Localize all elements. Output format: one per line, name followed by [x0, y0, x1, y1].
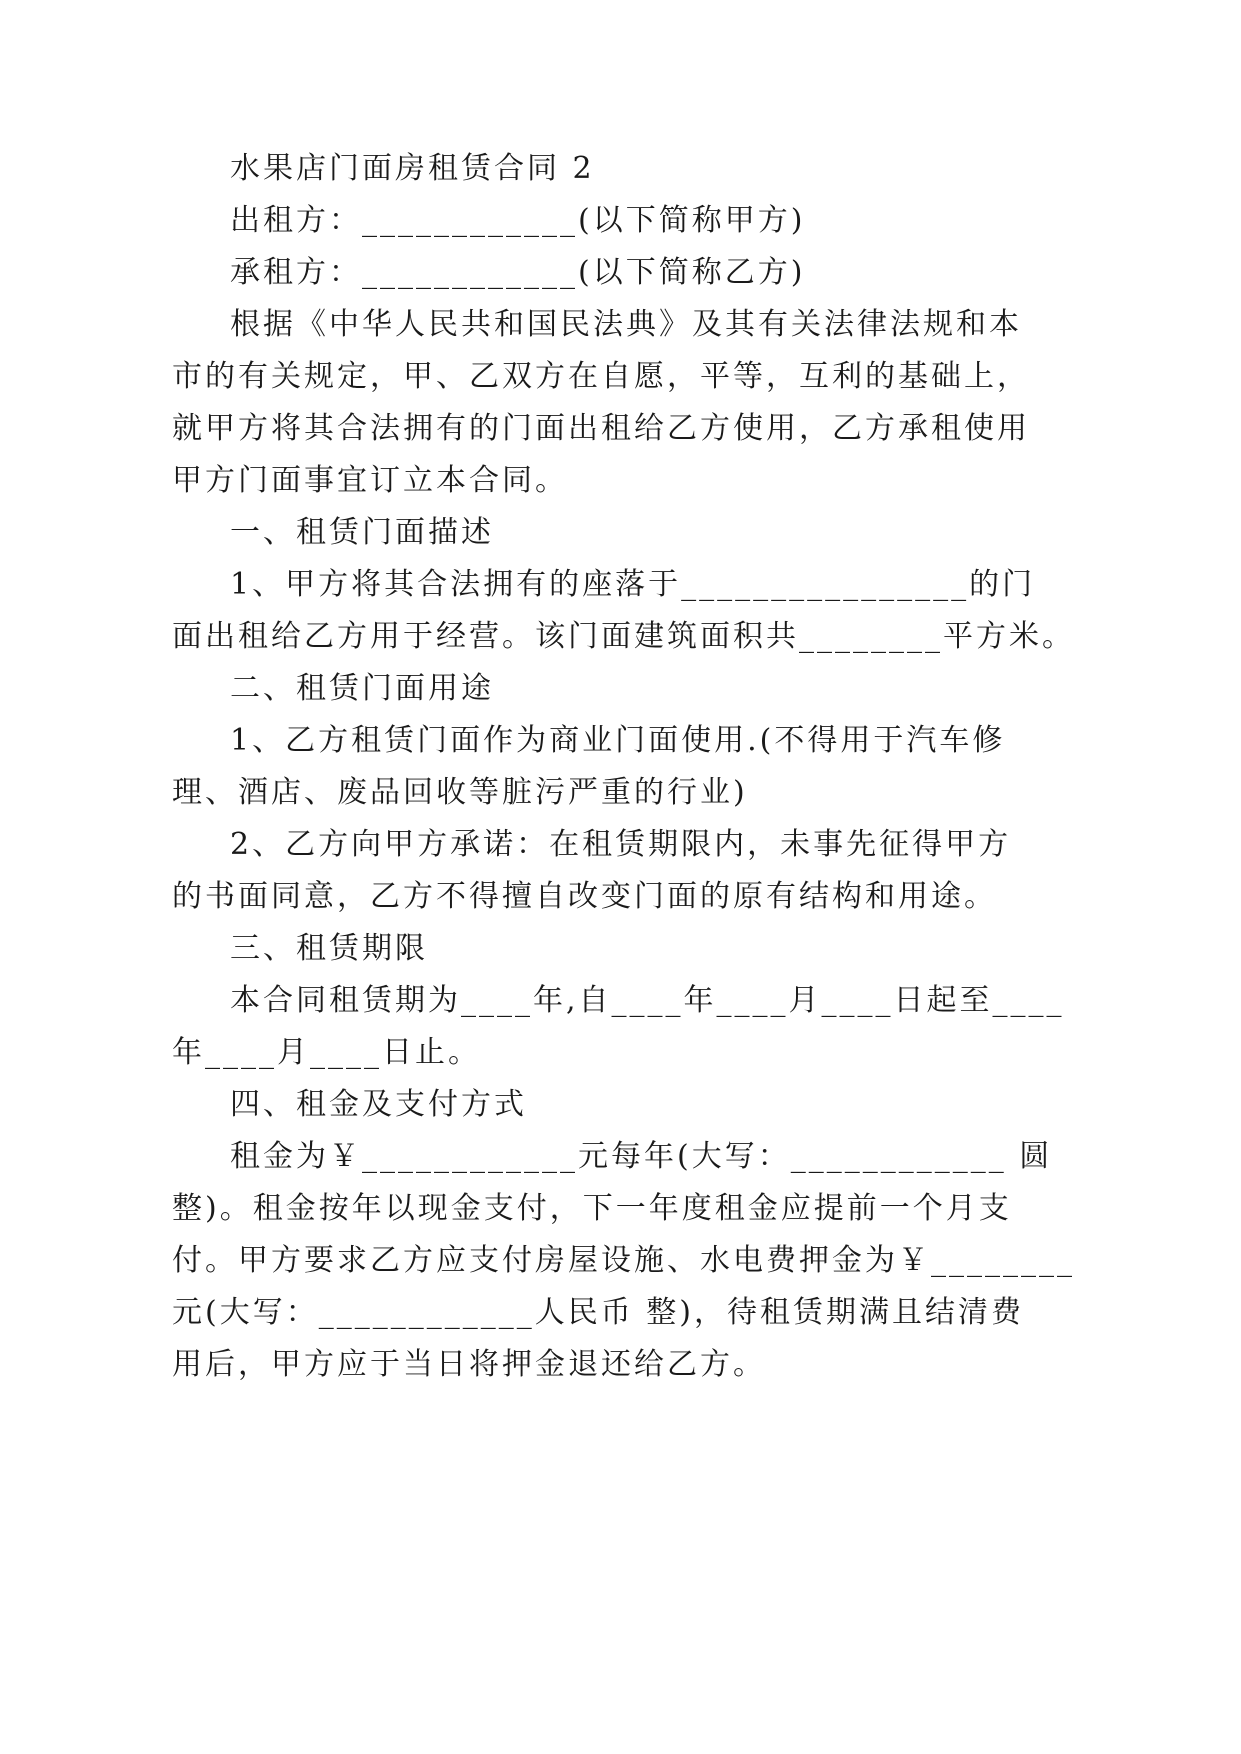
- body-text-line: 根据《中华人民共和国民法典》及其有关法律法规和本: [230, 307, 1022, 342]
- body-text-line: 租金为￥____________元每年(大写：____________ 圆: [230, 1139, 1053, 1174]
- body-text-line: 甲方门面事宜订立本合同。: [172, 463, 568, 498]
- section-heading: 三、租赁期限: [230, 931, 428, 966]
- lessee-line: 承租方：____________(以下简称乙方): [230, 255, 806, 290]
- body-text-line: 元(大写：____________人民币 整)，待租赁期满且结清费: [172, 1295, 1024, 1330]
- body-text-line: 市的有关规定，甲、乙双方在自愿，平等，互利的基础上，: [172, 359, 1030, 394]
- body-text-line: 1、甲方将其合法拥有的座落于________________的门: [230, 567, 1036, 602]
- section-heading: 二、租赁门面用途: [230, 671, 494, 706]
- section-heading: 四、租金及支付方式: [230, 1087, 527, 1122]
- body-text-line: 付。甲方要求乙方应支付房屋设施、水电费押金为￥________: [172, 1243, 1075, 1278]
- body-text-line: 就甲方将其合法拥有的门面出租给乙方使用，乙方承租使用: [172, 411, 1030, 446]
- body-text-line: 用后，甲方应于当日将押金退还给乙方。: [172, 1347, 766, 1382]
- body-text-line: 面出租给乙方用于经营。该门面建筑面积共________平方米。: [172, 619, 1075, 654]
- body-text-line: 整)。租金按年以现金支付，下一年度租金应提前一个月支: [172, 1191, 1012, 1226]
- body-text-line: 的书面同意，乙方不得擅自改变门面的原有结构和用途。: [172, 879, 997, 914]
- body-text-line: 1、乙方租赁门面作为商业门面使用.(不得用于汽车修: [230, 723, 1006, 758]
- body-text-line: 本合同租赁期为____年,自____年____月____日起至____: [230, 983, 1065, 1018]
- lessor-line: 出租方：____________(以下简称甲方): [230, 203, 806, 238]
- body-text-line: 年____月____日止。: [172, 1035, 481, 1070]
- body-text-line: 2、乙方向甲方承诺：在租赁期限内，未事先征得甲方: [230, 827, 1012, 862]
- body-text-line: 理、酒店、废品回收等脏污严重的行业): [172, 775, 748, 810]
- section-heading: 一、租赁门面描述: [230, 515, 494, 550]
- document-title: 水果店门面房租赁合同 2: [230, 151, 595, 186]
